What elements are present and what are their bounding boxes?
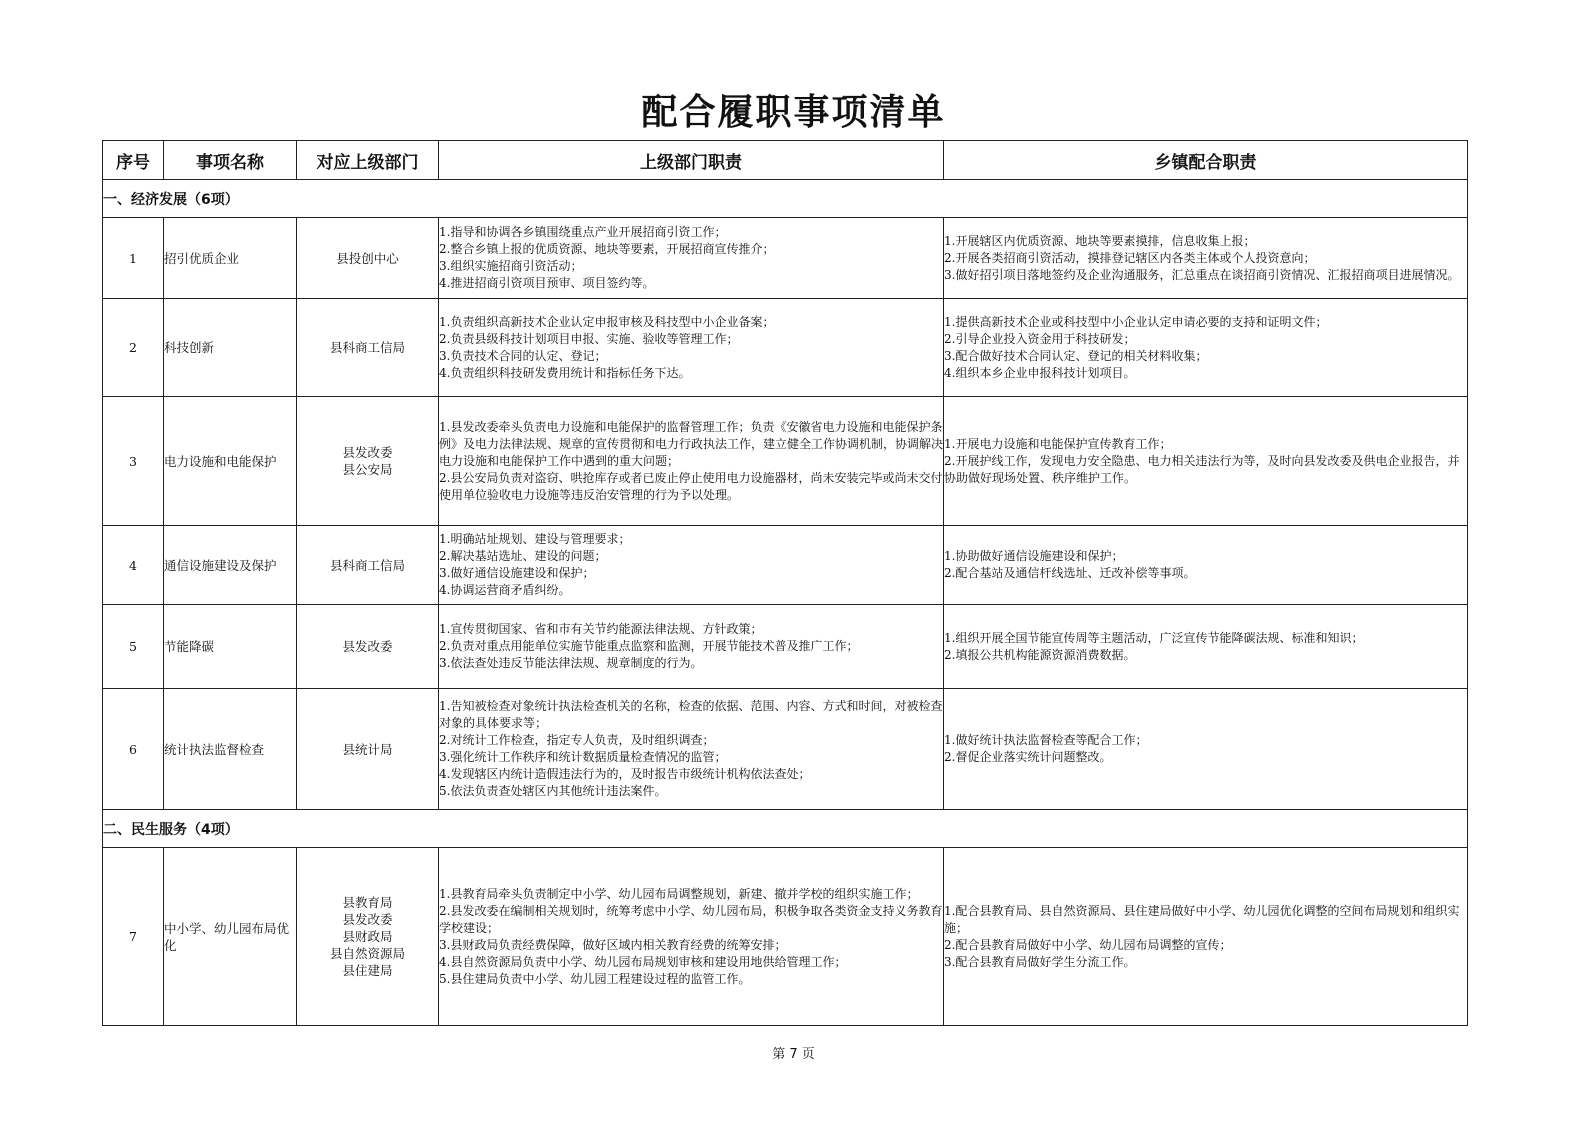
row-dept: 县发改委 县公安局 xyxy=(297,397,439,526)
table-header-row xyxy=(103,141,1468,180)
header-town-duty: 乡镇配合职责 xyxy=(944,141,1468,180)
row-town-duty: 1.提供高新技术企业或科技型中小企业认定申请必要的支持和证明文件； 2.引导企业投入资金用于科技研发； 3.配合做好技术合同认定、登记的相关材料收集； 4.组织本乡企业申报科技计划项目。 xyxy=(944,299,1468,397)
row-upper-duty: 1.指导和协调各乡镇围绕重点产业开展招商引资工作； 2.整合乡镇上报的优质资源、地块等要素，开展招商宣传推介； 3.组织实施招商引资活动； 4.推进招商引资项目预审、项目签约等。 xyxy=(439,218,944,299)
row-name: 电力设施和电能保护 xyxy=(164,397,297,526)
row-dept: 县教育局 县发改委 县财政局 县自然资源局 县住建局 xyxy=(297,848,439,1026)
section-title: 二、民生服务（4项） xyxy=(103,810,1468,848)
table-row xyxy=(103,848,1468,1026)
row-name: 中小学、幼儿园布局优化 xyxy=(164,848,297,1026)
row-no: 5 xyxy=(103,605,164,689)
row-dept: 县发改委 xyxy=(297,605,439,689)
row-town-duty: 1.协助做好通信设施建设和保护； 2.配合基站及通信杆线选址、迁改补偿等事项。 xyxy=(944,526,1468,605)
row-upper-duty: 1.县发改委牵头负责电力设施和电能保护的监督管理工作；负责《安徽省电力设施和电能保护条例》及电力法律法规、规章的宣传贯彻和电力行政执法工作，建立健全工作协调机制，协调解决电力设施和电能保护工作中遇到的重大问题； 2.县公安局负责对盗窃、哄抢库存或者已废止停止使用电力设施器材，尚未安装完毕或尚未交付使用单位验收电力设施等违反治安管理的行为予以处理。 xyxy=(439,397,944,526)
row-no: 3 xyxy=(103,397,164,526)
table-row xyxy=(103,397,1468,526)
row-upper-duty: 1.明确站址规划、建设与管理要求； 2.解决基站选址、建设的问题； 3.做好通信设施建设和保护； 4.协调运营商矛盾纠纷。 xyxy=(439,526,944,605)
row-no: 1 xyxy=(103,218,164,299)
row-no: 4 xyxy=(103,526,164,605)
row-upper-duty: 1.告知被检查对象统计执法检查机关的名称，检查的依据、范围、内容、方式和时间，对被检查对象的具体要求等； 2.对统计工作检查，指定专人负责，及时组织调查； 3.强化统计工作秩序和统计数据质量检查情况的监管； 4.发现辖区内统计造假违法行为的，及时报告市级统计机构依法查处； 5.依法负责查处辖区内其他统计违法案件。 xyxy=(439,689,944,810)
row-name: 通信设施建设及保护 xyxy=(164,526,297,605)
table-row xyxy=(103,526,1468,605)
page-title: 配合履职事项清单 xyxy=(641,91,946,133)
row-no: 2 xyxy=(103,299,164,397)
row-upper-duty: 1.县教育局牵头负责制定中小学、幼儿园布局调整规划，新建、撤并学校的组织实施工作； 2.县发改委在编制相关规划时，统筹考虑中小学、幼儿园布局，积极争取各类资金支持义务教育学校建设； 3.县财政局负责经费保障，做好区域内相关教育经费的统筹安排； 4.县自然资源局负责中小学、幼儿园布局规划审核和建设用地供给管理工作； 5.县住建局负责中小学、幼儿园工程建设过程的监管工作。 xyxy=(439,848,944,1026)
table-row xyxy=(103,605,1468,689)
row-upper-duty: 1.宣传贯彻国家、省和市有关节约能源法律法规、方针政策； 2.负责对重点用能单位实施节能重点监察和监测，开展节能技术普及推广工作； 3.依法查处违反节能法律法规、规章制度的行为。 xyxy=(439,605,944,689)
row-town-duty: 1.开展辖区内优质资源、地块等要素摸排，信息收集上报； 2.开展各类招商引资活动，摸排登记辖区内各类主体或个人投资意向； 3.做好招引项目落地签约及企业沟通服务，汇总重点在谈招商引资情况、汇报招商项目进展情况。 xyxy=(944,218,1468,299)
row-dept: 县统计局 xyxy=(297,689,439,810)
row-name: 招引优质企业 xyxy=(164,218,297,299)
row-no: 6 xyxy=(103,689,164,810)
row-no: 7 xyxy=(103,848,164,1026)
row-town-duty: 1.开展电力设施和电能保护宣传教育工作； 2.开展护线工作，发现电力安全隐患、电力相关违法行为等，及时向县发改委及供电企业报告，并协助做好现场处置、秩序维护工作。 xyxy=(944,397,1468,526)
row-dept: 县投创中心 xyxy=(297,218,439,299)
header-name: 事项名称 xyxy=(164,141,297,180)
row-town-duty: 1.做好统计执法监督检查等配合工作； 2.督促企业落实统计问题整改。 xyxy=(944,689,1468,810)
header-dept: 对应上级部门 xyxy=(297,141,439,180)
section-row xyxy=(103,180,1468,218)
header-upper-duty: 上级部门职责 xyxy=(439,141,944,180)
section-row xyxy=(103,810,1468,848)
row-name: 节能降碳 xyxy=(164,605,297,689)
page-number: 第 7 页 xyxy=(772,1047,815,1062)
duty-list-table xyxy=(102,140,1468,1026)
row-town-duty: 1.组织开展全国节能宣传周等主题活动，广泛宣传节能降碳法规、标准和知识； 2.填报公共机构能源资源消费数据。 xyxy=(944,605,1468,689)
row-dept: 县科商工信局 xyxy=(297,526,439,605)
header-no: 序号 xyxy=(103,141,164,180)
row-town-duty: 1.配合县教育局、县自然资源局、县住建局做好中小学、幼儿园优化调整的空间布局规划和组织实施； 2.配合县教育局做好中小学、幼儿园布局调整的宣传； 3.配合县教育局做好学生分流工作。 xyxy=(944,848,1468,1026)
row-dept: 县科商工信局 xyxy=(297,299,439,397)
table-row xyxy=(103,689,1468,810)
row-name: 统计执法监督检查 xyxy=(164,689,297,810)
table-row xyxy=(103,218,1468,299)
row-upper-duty: 1.负责组织高新技术企业认定申报审核及科技型中小企业备案； 2.负责县级科技计划项目申报、实施、验收等管理工作； 3.负责技术合同的认定、登记； 4.负责组织科技研发费用统计和指标任务下达。 xyxy=(439,299,944,397)
table-row xyxy=(103,299,1468,397)
section-title: 一、经济发展（6项） xyxy=(103,180,1468,218)
row-name: 科技创新 xyxy=(164,299,297,397)
